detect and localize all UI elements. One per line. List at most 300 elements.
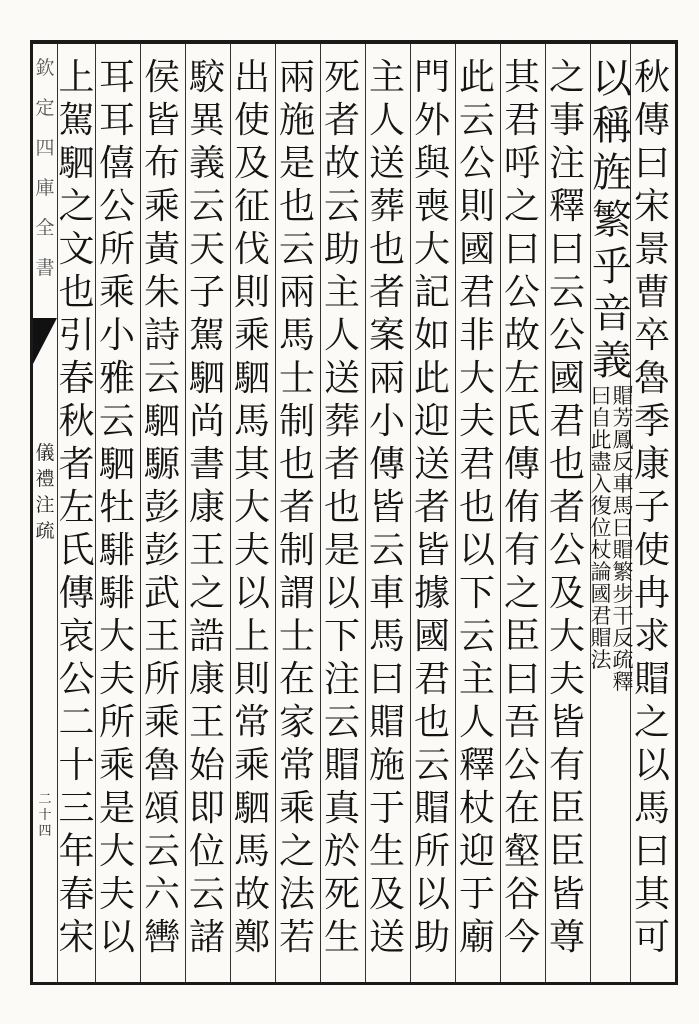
glyph: 乘	[143, 186, 180, 227]
glyph: 則	[458, 186, 495, 227]
glyph: 夫	[458, 401, 495, 442]
glyph: 尚	[188, 401, 225, 442]
glyph: 耳	[98, 100, 135, 141]
glyph: 則	[233, 659, 270, 700]
glyph: 馬	[278, 315, 315, 356]
glyph: 云	[368, 530, 405, 571]
glyph: 兩	[278, 57, 315, 98]
glyph: 今	[503, 917, 540, 958]
glyph: 其	[633, 874, 670, 915]
glyph: 者	[323, 100, 360, 141]
glyph: 送	[413, 444, 450, 485]
glyph: 之	[278, 831, 315, 872]
glyph: 哀	[58, 616, 95, 657]
glyph: 書	[35, 257, 55, 279]
glyph: 侑	[503, 487, 540, 528]
glyph: 諸	[188, 917, 225, 958]
glyph: 儀	[35, 442, 55, 464]
glyph: 四	[38, 824, 52, 839]
glyph: 人	[368, 100, 405, 141]
glyph: 卒	[633, 315, 670, 356]
glyph: 是	[323, 530, 360, 571]
glyph: 三	[58, 788, 95, 829]
glyph: 注	[323, 659, 360, 700]
glyph: 彭	[143, 530, 180, 571]
glyph: 求	[633, 616, 670, 657]
glyph: 馬	[612, 494, 634, 518]
glyph: 賵	[590, 626, 612, 650]
glyph: 以	[323, 573, 360, 614]
glyph: 馬	[233, 831, 270, 872]
glyph: 左	[58, 487, 95, 528]
glyph: 出	[233, 57, 270, 98]
glyph: 與	[413, 143, 450, 184]
glyph: 呼	[503, 143, 540, 184]
glyph: 朱	[143, 272, 180, 313]
glyph: 稱	[592, 103, 632, 149]
glyph: 喪	[413, 186, 450, 227]
glyph: 曰	[503, 659, 540, 700]
glyph: 皆	[143, 100, 180, 141]
glyph: 馬	[633, 788, 670, 829]
glyph: 黃	[143, 229, 180, 270]
glyph: 小	[368, 401, 405, 442]
glyph: 云	[278, 229, 315, 270]
glyph: 迎	[458, 831, 495, 872]
glyph: 冉	[633, 573, 670, 614]
margin-book-title	[33, 48, 57, 288]
glyph: 君	[458, 272, 495, 313]
glyph: 也	[278, 444, 315, 485]
glyph: 也	[548, 444, 585, 485]
glyph: 云	[143, 358, 180, 399]
glyph: 曹	[633, 272, 670, 313]
glyph: 若	[278, 917, 315, 958]
glyph: 君	[503, 100, 540, 141]
frame-bottom-border	[30, 982, 678, 985]
glyph: 駟	[233, 358, 270, 399]
glyph: 賵	[612, 538, 634, 562]
glyph: 如	[413, 315, 450, 356]
glyph: 釋	[548, 186, 585, 227]
glyph: 云	[323, 186, 360, 227]
glyph: 曰	[503, 229, 540, 270]
glyph: 伐	[233, 229, 270, 270]
glyph: 公	[458, 143, 495, 184]
glyph: 大	[413, 229, 450, 270]
glyph: 反	[612, 626, 634, 650]
text-column-1	[630, 56, 674, 976]
glyph: 乎	[592, 244, 632, 290]
text-column-14-hidden	[58, 56, 95, 976]
glyph: 乘	[233, 315, 270, 356]
glyph: 所	[143, 659, 180, 700]
glyph: 所	[98, 229, 135, 270]
glyph: 皆	[413, 530, 450, 571]
glyph: 車	[368, 573, 405, 614]
glyph: 音	[592, 291, 632, 337]
glyph: 夫	[98, 874, 135, 915]
glyph: 子	[188, 272, 225, 313]
glyph: 盡	[590, 450, 612, 474]
glyph: 士	[278, 358, 315, 399]
glyph: 乘	[233, 745, 270, 786]
glyph: 定	[35, 97, 55, 119]
glyph: 十	[58, 745, 95, 786]
glyph: 使	[233, 100, 270, 141]
glyph: 云	[323, 702, 360, 743]
glyph: 也	[413, 702, 450, 743]
glyph: 疏	[612, 648, 634, 672]
glyph: 者	[58, 444, 95, 485]
glyph: 駟	[188, 358, 225, 399]
glyph: 所	[413, 831, 450, 872]
glyph: 秋	[633, 57, 670, 98]
glyph: 釋	[458, 745, 495, 786]
glyph: 所	[98, 702, 135, 743]
glyph: 征	[233, 186, 270, 227]
glyph: 也	[368, 229, 405, 270]
glyph: 魯	[633, 358, 670, 399]
text-column-3	[545, 56, 589, 976]
glyph: 事	[548, 100, 585, 141]
glyph: 謂	[278, 573, 315, 614]
glyph: 外	[413, 100, 450, 141]
glyph: 以	[413, 874, 450, 915]
glyph: 耳	[98, 57, 135, 98]
glyph: 復	[590, 494, 612, 518]
glyph: 繁	[592, 197, 632, 243]
glyph: 乘	[98, 272, 135, 313]
glyph: 異	[188, 100, 225, 141]
glyph: 年	[58, 831, 95, 872]
glyph: 生	[368, 831, 405, 872]
glyph: 疏	[35, 520, 55, 542]
commentary-subcolumn	[612, 385, 634, 693]
glyph: 下	[323, 616, 360, 657]
glyph: 施	[278, 100, 315, 141]
glyph: 尊	[548, 917, 585, 958]
glyph: 之	[58, 186, 95, 227]
glyph: 真	[323, 788, 360, 829]
glyph: 夫	[233, 530, 270, 571]
glyph: 乘	[143, 702, 180, 743]
glyph: 駟	[98, 444, 135, 485]
glyph: 賵	[368, 702, 405, 743]
glyph: 曰	[612, 516, 634, 540]
glyph: 義	[188, 143, 225, 184]
glyph: 門	[413, 57, 450, 98]
glyph: 繁	[612, 560, 634, 584]
glyph: 王	[188, 530, 225, 571]
glyph: 康	[633, 444, 670, 485]
glyph: 公	[503, 745, 540, 786]
glyph: 大	[98, 616, 135, 657]
glyph: 以	[633, 745, 670, 786]
glyph: 反	[612, 450, 634, 474]
glyph: 夫	[98, 659, 135, 700]
glyph: 四	[35, 137, 55, 159]
glyph: 賵	[633, 659, 670, 700]
text-column-4	[500, 56, 544, 976]
glyph: 義	[592, 338, 632, 384]
glyph: 之	[633, 702, 670, 743]
glyph: 人	[323, 315, 360, 356]
glyph: 吾	[503, 702, 540, 743]
glyph: 大	[98, 831, 135, 872]
glyph: 人	[458, 702, 495, 743]
glyph: 臣	[503, 616, 540, 657]
glyph: 夫	[548, 659, 585, 700]
glyph: 釋	[612, 670, 634, 694]
glyph: 牡	[98, 487, 135, 528]
glyph: 駕	[188, 315, 225, 356]
fishtail-mark-icon	[33, 318, 57, 364]
glyph: 者	[278, 487, 315, 528]
glyph: 云	[188, 186, 225, 227]
frame-right-border	[675, 40, 678, 985]
glyph: 施	[368, 745, 405, 786]
margin-page-number	[33, 792, 57, 839]
glyph: 家	[278, 702, 315, 743]
glyph: 康	[188, 659, 225, 700]
glyph: 公	[503, 272, 540, 313]
glyph: 駟	[233, 788, 270, 829]
glyph: 庫	[35, 177, 55, 199]
glyph: 主	[458, 659, 495, 700]
glyph: 侯	[143, 57, 180, 98]
glyph: 書	[188, 444, 225, 485]
glyph: 者	[548, 487, 585, 528]
glyph: 騵	[143, 444, 180, 485]
glyph: 全	[35, 217, 55, 239]
glyph: 王	[188, 702, 225, 743]
glyph: 生	[323, 917, 360, 958]
glyph: 注	[35, 494, 55, 516]
glyph: 二	[38, 792, 52, 807]
glyph: 君	[590, 604, 612, 628]
glyph: 之	[548, 57, 585, 98]
glyph: 彭	[143, 487, 180, 528]
glyph: 乘	[278, 788, 315, 829]
glyph: 及	[368, 874, 405, 915]
glyph: 公	[548, 315, 585, 356]
glyph: 常	[278, 745, 315, 786]
glyph: 杖	[590, 538, 612, 562]
glyph: 駟	[58, 143, 95, 184]
glyph: 文	[58, 229, 95, 270]
glyph: 及	[233, 143, 270, 184]
glyph: 春	[58, 358, 95, 399]
glyph: 步	[612, 582, 634, 606]
glyph: 大	[548, 616, 585, 657]
frame-top-border	[30, 40, 678, 44]
glyph: 兩	[368, 358, 405, 399]
glyph: 以	[98, 917, 135, 958]
glyph: 法	[278, 874, 315, 915]
glyph: 是	[98, 788, 135, 829]
glyph: 故	[323, 143, 360, 184]
glyph: 廟	[458, 917, 495, 958]
glyph: 僖	[98, 143, 135, 184]
glyph: 云	[413, 745, 450, 786]
glyph: 駟	[143, 401, 180, 442]
glyph: 也	[278, 186, 315, 227]
glyph: 引	[58, 315, 95, 356]
glyph: 葬	[323, 401, 360, 442]
glyph: 法	[590, 648, 612, 672]
glyph: 注	[548, 143, 585, 184]
glyph: 云	[143, 831, 180, 872]
glyph: 馬	[368, 616, 405, 657]
glyph: 之	[503, 186, 540, 227]
glyph: 云	[458, 616, 495, 657]
glyph: 季	[633, 401, 670, 442]
glyph: 駮	[188, 57, 225, 98]
glyph: 送	[368, 143, 405, 184]
glyph: 公	[548, 530, 585, 571]
glyph: 鄭	[233, 917, 270, 958]
text-column-11	[185, 56, 229, 976]
glyph: 有	[548, 745, 585, 786]
text-column-5	[455, 56, 499, 976]
glyph: 皆	[548, 702, 585, 743]
glyph: 者	[413, 487, 450, 528]
glyph: 此	[413, 358, 450, 399]
glyph: 位	[590, 516, 612, 540]
glyph: 及	[548, 573, 585, 614]
text-column-9	[275, 56, 319, 976]
glyph: 轡	[143, 917, 180, 958]
glyph: 國	[548, 358, 585, 399]
glyph: 布	[143, 143, 180, 184]
glyph: 曰	[633, 143, 670, 184]
glyph: 賵	[612, 384, 634, 408]
glyph: 旌	[592, 150, 632, 196]
glyph: 主	[323, 272, 360, 313]
glyph: 誥	[188, 616, 225, 657]
glyph: 曰	[368, 659, 405, 700]
glyph: 迎	[413, 401, 450, 442]
glyph: 公	[58, 659, 95, 700]
glyph: 案	[368, 315, 405, 356]
glyph: 國	[458, 229, 495, 270]
glyph: 曰	[590, 384, 612, 408]
glyph: 賵	[323, 745, 360, 786]
glyph: 之	[503, 573, 540, 614]
glyph: 君	[413, 659, 450, 700]
glyph: 曰	[548, 229, 585, 270]
glyph: 兩	[278, 272, 315, 313]
glyph: 常	[233, 702, 270, 743]
glyph: 故	[233, 874, 270, 915]
glyph: 士	[278, 616, 315, 657]
glyph: 傳	[368, 444, 405, 485]
glyph: 葬	[368, 186, 405, 227]
glyph: 自	[590, 406, 612, 430]
glyph: 谷	[503, 874, 540, 915]
glyph: 十	[38, 808, 52, 823]
glyph: 干	[612, 604, 634, 628]
glyph: 其	[503, 57, 540, 98]
glyph: 駕	[58, 100, 95, 141]
glyph: 者	[368, 272, 405, 313]
glyph: 皆	[548, 874, 585, 915]
glyph: 以	[592, 56, 632, 102]
glyph: 於	[323, 831, 360, 872]
glyph: 頌	[143, 788, 180, 829]
glyph: 主	[368, 57, 405, 98]
glyph: 氏	[58, 530, 95, 571]
glyph: 非	[458, 315, 495, 356]
glyph: 詩	[143, 315, 180, 356]
text-column-13	[95, 56, 139, 976]
glyph: 乘	[98, 745, 135, 786]
glyph: 武	[143, 573, 180, 614]
glyph: 云	[98, 401, 135, 442]
text-column-7	[365, 56, 409, 976]
glyph: 是	[278, 143, 315, 184]
glyph: 也	[323, 487, 360, 528]
glyph: 云	[548, 272, 585, 313]
glyph: 論	[590, 560, 612, 584]
glyph: 康	[188, 487, 225, 528]
glyph: 據	[413, 573, 450, 614]
glyph: 杖	[458, 788, 495, 829]
glyph: 在	[278, 659, 315, 700]
glyph: 于	[368, 788, 405, 829]
glyph: 馬	[233, 401, 270, 442]
glyph: 傳	[503, 444, 540, 485]
glyph: 故	[503, 315, 540, 356]
text-column-6	[410, 56, 454, 976]
glyph: 入	[590, 472, 612, 496]
glyph: 也	[458, 487, 495, 528]
glyph: 在	[503, 788, 540, 829]
text-column-12	[140, 56, 184, 976]
glyph: 即	[188, 788, 225, 829]
glyph: 制	[278, 401, 315, 442]
text-column-8	[320, 56, 364, 976]
glyph: 子	[633, 487, 670, 528]
glyph: 天	[188, 229, 225, 270]
glyph: 死	[323, 874, 360, 915]
glyph: 上	[233, 616, 270, 657]
glyph: 車	[612, 472, 634, 496]
glyph: 鳳	[612, 428, 634, 452]
glyph: 皆	[368, 487, 405, 528]
glyph: 芳	[612, 406, 634, 430]
glyph: 云	[188, 874, 225, 915]
glyph: 二	[58, 702, 95, 743]
glyph: 曰	[633, 831, 670, 872]
glyph: 之	[188, 573, 225, 614]
glyph: 助	[413, 917, 450, 958]
glyph: 騑	[98, 573, 135, 614]
glyph: 臣	[548, 831, 585, 872]
glyph: 助	[323, 229, 360, 270]
glyph: 秋	[58, 401, 95, 442]
glyph: 國	[590, 582, 612, 606]
glyph: 騑	[98, 530, 135, 571]
glyph: 宋	[58, 917, 95, 958]
glyph: 傳	[58, 573, 95, 614]
glyph: 王	[143, 616, 180, 657]
glyph: 大	[233, 487, 270, 528]
glyph: 位	[188, 831, 225, 872]
glyph: 大	[458, 358, 495, 399]
glyph: 六	[143, 874, 180, 915]
